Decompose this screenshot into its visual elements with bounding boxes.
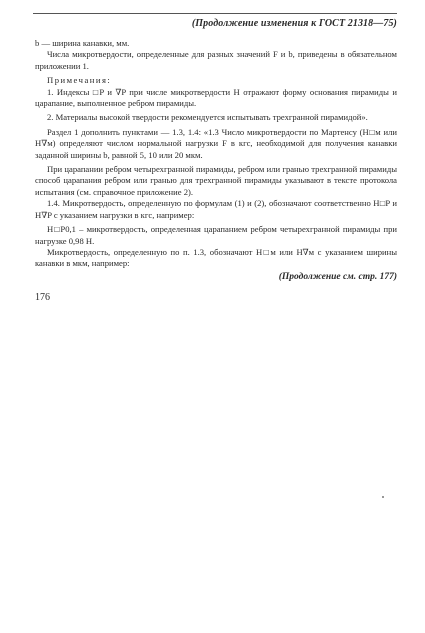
running-header: (Продолжение изменения к ГОСТ 21318—75) xyxy=(191,18,397,29)
note-2: 2. Материалы высокой твердости рекомендуется испытывать трехгранной пирамидой». xyxy=(47,112,368,123)
paragraph-martens: Микротвердость, определенную по п. 1.3, обозначают H□м или H∇м с указанием ширины канавки в мкм, например: xyxy=(35,246,397,269)
paragraph-width-definition: b — ширина канавки, мм. xyxy=(35,38,130,48)
speck xyxy=(382,496,384,498)
note-1: 1. Индексы □P и ∇P при числе микротвердости H отражают форму основания пирамиды и царапание, выполненное ребром пирамиды. xyxy=(35,86,397,109)
paragraph-scratching-method: При царапании ребром четырехгранной пирамиды, ребром или гранью трехгранной пирамиды способ царапания ребром или гранью для трехгранной пирамиды указывают в тексте протокола испытания (см. справочное приложение 2). xyxy=(35,164,397,197)
paragraph-hardness-numbers: Числа микротвердости, определенные для разных значений F и b, приведены в обязательном приложении 1. xyxy=(35,49,397,71)
page-number: 176 xyxy=(35,292,50,303)
document-body xyxy=(35,38,397,270)
continuation-note: (Продолжение см. стр. 177) xyxy=(278,272,397,282)
paragraph-example: H□P0,1 – микротвердость, определенная царапанием ребром четырехгранной пирамиды при нагрузке 0,98 Н. xyxy=(35,224,397,246)
paragraph-1-4: 1.4. Микротвердость, определенную по формулам (1) и (2), обозначают соответственно H□P и H∇P с указанием нагрузки в кгс, например: xyxy=(35,198,397,220)
paragraph-section-1: Раздел 1 дополнить пунктами — 1.3, 1.4: «1.3 Число микротвердости по Мартенсу (H□м или H∇м) определяют числом нормальной нагрузки F в кгс, необходимой для получения канавки заданной ширины b, равной 5, 10 или 20 мкм. xyxy=(35,126,397,160)
top-rule xyxy=(33,13,397,14)
notes-heading: Примечания: xyxy=(47,75,112,86)
